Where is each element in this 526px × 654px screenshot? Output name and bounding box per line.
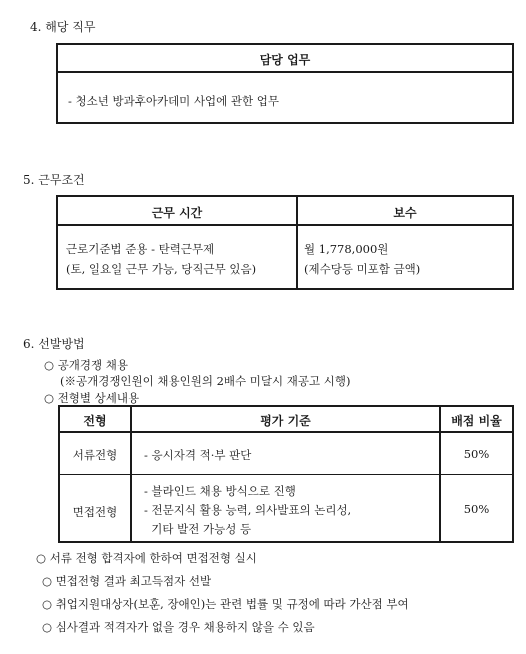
duty-table [56,43,514,124]
hours-line-2: (토, 일요일 근무 가능, 당직근무 있음) [66,262,257,276]
col-header-ratio: 배점 비율 [451,414,502,428]
note-item: ○ 면접전형 결과 최고득점자 선발 [42,574,212,588]
section-6-heading: 6. 선발방법 [23,337,85,351]
table-row-criteria-line: 기타 발전 가능성 등 [144,522,252,536]
selection-details-heading: ○ 전형별 상세내용 [44,391,140,405]
selection-open-recruitment-note: (※공개경쟁인원이 채용인원의 2배수 미달시 재공고 시행) [60,374,351,388]
work-conditions-header-divider [58,224,512,226]
section-5-heading: 5. 근무조건 [23,173,85,187]
col-header-type: 전형 [83,414,107,428]
duty-table-header: 담당 업무 [259,53,311,67]
table-row-criteria-line: - 전문지식 활용 능력, 의사발표의 논리성, [144,503,352,517]
table-row-ratio: 50% [463,447,490,461]
col-header-criteria: 평가 기준 [260,414,311,428]
work-conditions-table [56,195,514,290]
screening-table [58,405,514,543]
selection-open-recruitment: ○ 공개경쟁 채용 [44,358,128,372]
table-row-type: 면접전형 [72,505,118,519]
duty-item: - 청소년 방과후아카데미 사업에 관한 업무 [68,94,280,108]
pay-line-2: (제수당등 미포함 금액) [304,262,421,276]
col-header-pay: 보수 [393,206,417,220]
screening-row-divider [60,474,512,475]
screening-header-divider [60,431,512,433]
duty-table-divider [58,71,512,73]
table-row-ratio: 50% [463,502,490,516]
note-item: ○ 서류 전형 합격자에 한하여 면접전형 실시 [36,551,257,565]
pay-line-1: 월 1,778,000원 [304,242,389,256]
col-header-hours: 근무 시간 [151,206,203,220]
note-item: ○ 심사결과 적격자가 없을 경우 채용하지 않을 수 있음 [42,620,315,634]
table-row-criteria-line: - 응시자격 적·부 판단 [144,448,252,462]
hours-line-1: 근로기준법 준용 - 탄력근무제 [66,242,215,256]
section-4-heading: 4. 해당 직무 [30,20,96,34]
table-row-criteria-line: - 블라인드 채용 방식으로 진행 [144,484,296,498]
table-row-type: 서류전형 [72,448,118,462]
note-item: ○ 취업지원대상자(보훈, 장애인)는 관련 법률 및 규정에 따라 가산점 부여 [42,597,409,611]
